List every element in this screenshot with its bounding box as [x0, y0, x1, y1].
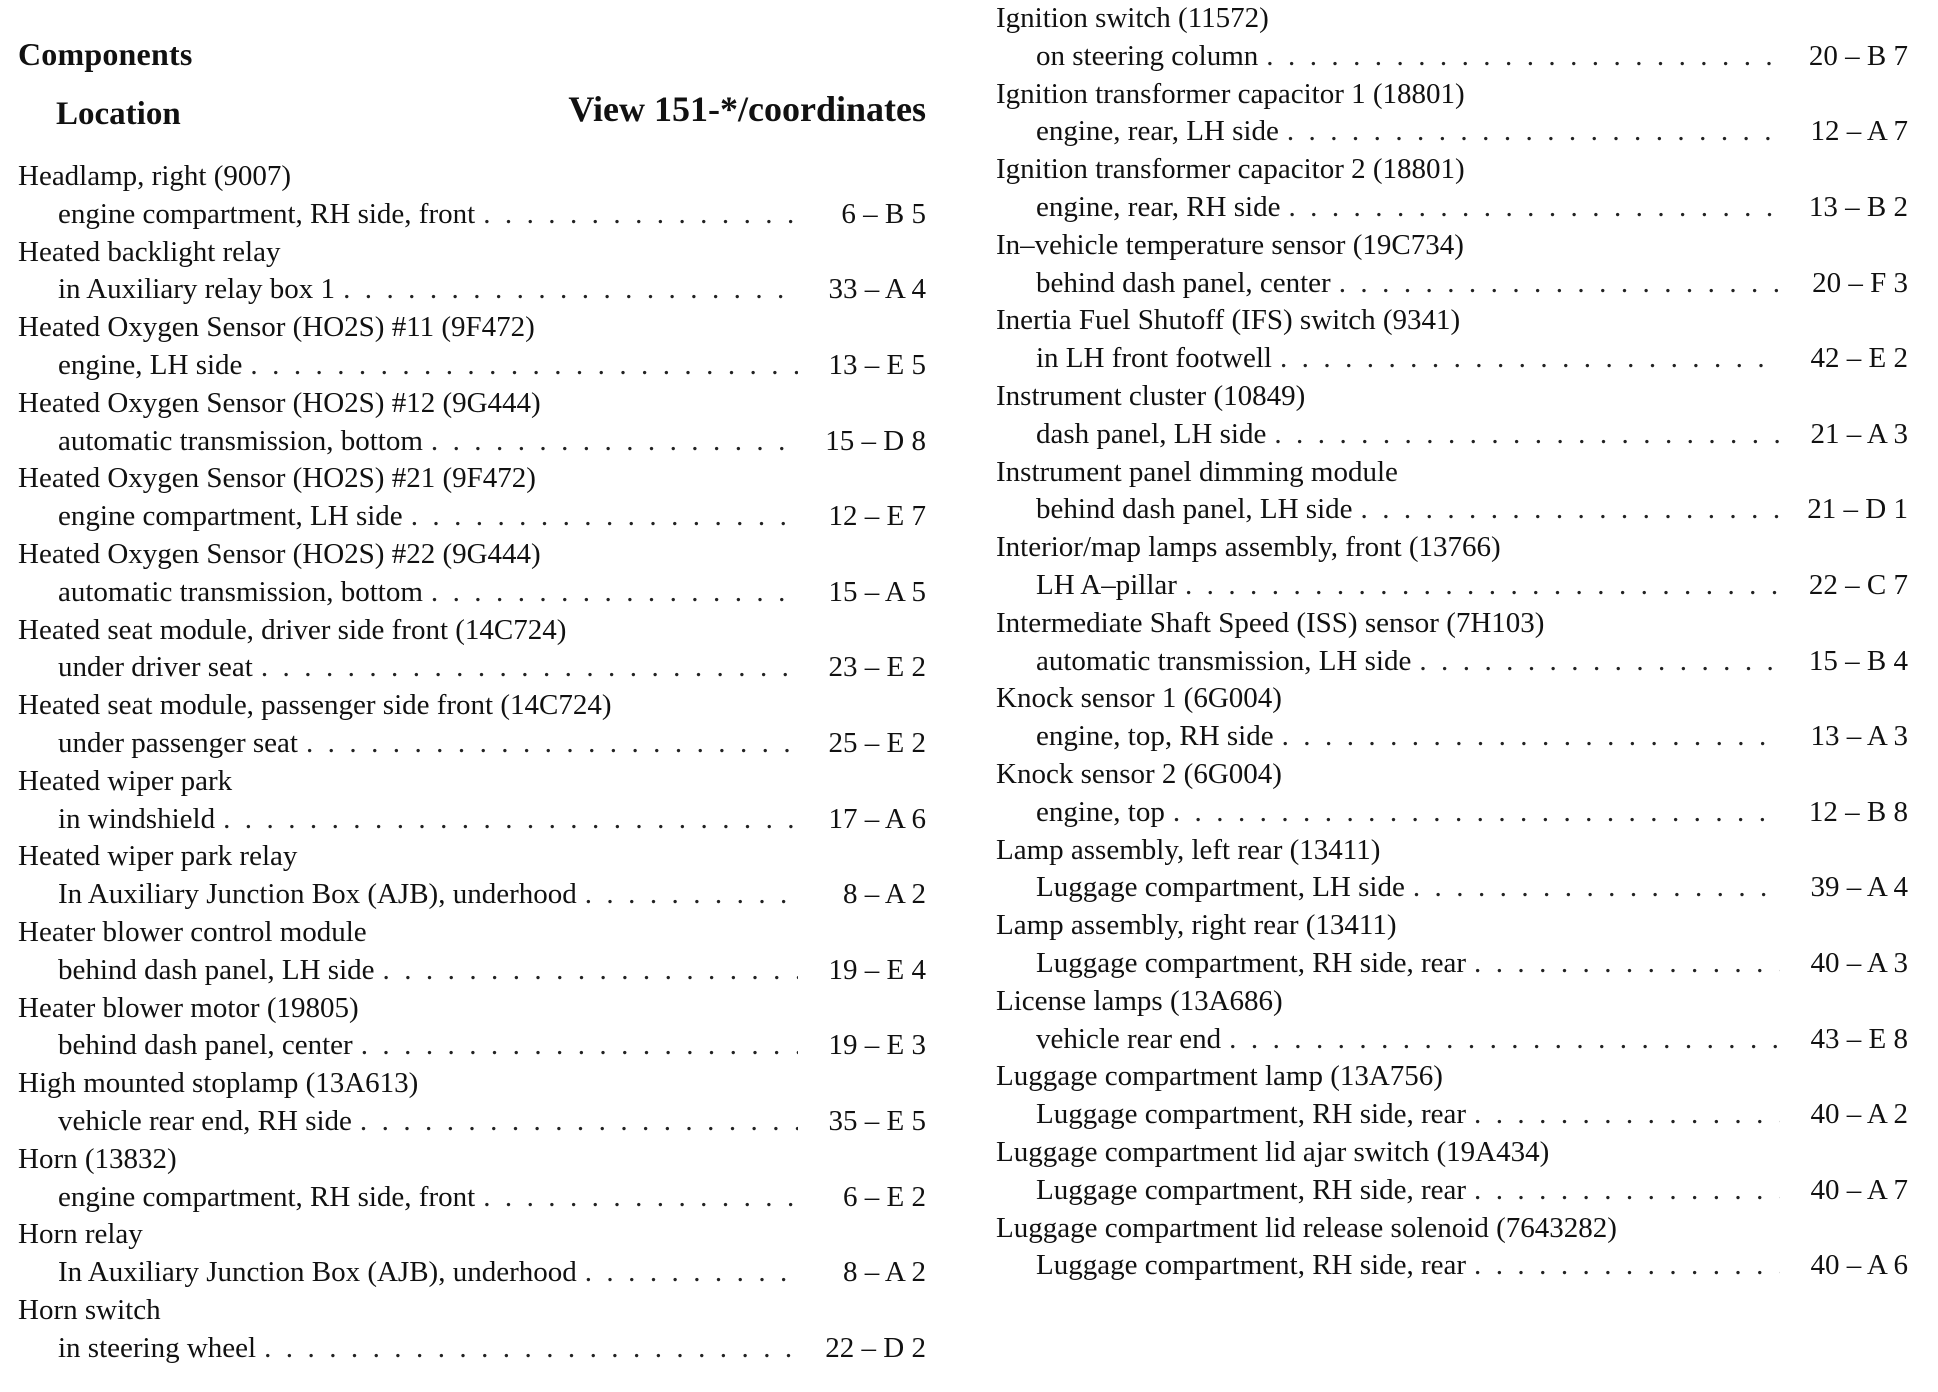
component-location-row	[18, 801, 926, 839]
component-name: Heated backlight relay	[18, 235, 281, 268]
view-coordinate: 22 – C 7	[1808, 568, 1908, 601]
component-entry	[996, 529, 1908, 605]
dot-leader	[483, 196, 798, 234]
component-entry	[996, 76, 1908, 152]
component-location: engine compartment, RH side, front	[58, 197, 476, 230]
view-coordinate: 12 – E 7	[828, 500, 926, 533]
component-name: Horn relay	[18, 1218, 143, 1251]
component-location: engine, rear, RH side	[1036, 190, 1281, 223]
component-entry	[996, 378, 1908, 454]
component-name: Ignition transformer capacitor 1 (18801)	[996, 77, 1465, 110]
left-entry-list	[18, 158, 926, 1368]
component-entry	[996, 454, 1908, 530]
view-coordinate: 22 – D 2	[825, 1331, 926, 1364]
component-entry	[18, 1292, 926, 1368]
component-location-row	[996, 340, 1908, 378]
section-title: Components	[18, 36, 193, 72]
component-name: Ignition switch (11572)	[996, 2, 1269, 34]
component-name: Luggage compartment lid ajar switch (19A434)	[996, 1135, 1550, 1168]
view-coordinate: 20 – F 3	[1812, 266, 1908, 299]
component-entry	[996, 1058, 1908, 1134]
component-location: under passenger seat	[58, 726, 298, 759]
view-coordinate: 13 – B 2	[1808, 190, 1908, 223]
component-name: Heated Oxygen Sensor (HO2S) #12 (9G444)	[18, 386, 541, 419]
component-location-row	[18, 649, 926, 687]
component-location: In Auxiliary Junction Box (AJB), underhood	[58, 878, 577, 911]
dot-leader	[585, 876, 798, 914]
component-name: Luggage compartment lid release solenoid (7643282)	[996, 1211, 1617, 1244]
component-location-row	[18, 423, 926, 461]
component-entry	[18, 158, 926, 234]
component-location-row	[18, 271, 926, 309]
dot-leader	[585, 1254, 798, 1292]
dot-leader	[1474, 1096, 1780, 1134]
component-location-row	[996, 1172, 1908, 1210]
view-coordinate: 35 – E 5	[828, 1104, 926, 1137]
component-location: engine compartment, RH side, front	[58, 1180, 476, 1213]
view-coordinate: 15 – D 8	[825, 424, 926, 457]
component-entry	[18, 612, 926, 688]
component-location-row	[996, 113, 1908, 151]
view-coordinate: 25 – E 2	[828, 726, 926, 759]
dot-leader	[1474, 945, 1780, 983]
view-coordinate: 33 – A 4	[828, 273, 926, 306]
component-name: Ignition transformer capacitor 2 (18801)	[996, 153, 1465, 186]
view-coordinate: 43 – E 8	[1810, 1022, 1908, 1055]
dot-leader	[1280, 340, 1780, 378]
component-location-row	[996, 1096, 1908, 1134]
component-name: Horn switch	[18, 1293, 161, 1326]
view-coordinate: 40 – A 2	[1810, 1098, 1908, 1131]
component-location-row	[996, 1247, 1908, 1285]
component-name: Knock sensor 2 (6G004)	[996, 757, 1282, 790]
component-location: behind dash panel, center	[58, 1029, 353, 1062]
component-location: automatic transmission, LH side	[1036, 644, 1412, 677]
component-name: Heater blower control module	[18, 915, 367, 948]
component-location-row	[996, 567, 1908, 605]
view-coordinate: 17 – A 6	[828, 802, 926, 835]
dot-leader	[1266, 38, 1780, 76]
component-location-row	[996, 643, 1908, 681]
component-location: LH A–pillar	[1036, 568, 1177, 601]
component-location: behind dash panel, LH side	[1036, 493, 1353, 526]
component-entry	[996, 1210, 1908, 1286]
component-name: High mounted stoplamp (13A613)	[18, 1067, 419, 1100]
component-location: engine, LH side	[58, 348, 243, 381]
component-location-row	[996, 718, 1908, 756]
view-coordinate: 20 – B 7	[1808, 39, 1908, 72]
dot-leader	[1274, 416, 1780, 454]
right-entry-list	[996, 0, 1908, 1285]
component-location: engine, top, RH side	[1036, 720, 1274, 753]
component-location: in Auxiliary relay box 1	[58, 273, 336, 306]
component-location: Luggage compartment, RH side, rear	[1036, 1249, 1467, 1282]
location-column-heading: Location	[56, 96, 181, 132]
component-location: Luggage compartment, RH side, rear	[1036, 1173, 1467, 1206]
component-location-row	[18, 876, 926, 914]
component-location-row	[996, 1021, 1908, 1059]
dot-leader	[483, 1179, 798, 1217]
component-location: engine compartment, LH side	[58, 500, 403, 533]
component-location-row	[996, 189, 1908, 227]
component-location-row	[18, 196, 926, 234]
component-location-row	[18, 498, 926, 536]
component-location-row	[18, 574, 926, 612]
view-coordinate: 15 – B 4	[1808, 644, 1908, 677]
component-name: Intermediate Shaft Speed (ISS) sensor (7H103)	[996, 606, 1545, 639]
component-location-row	[18, 347, 926, 385]
component-entry	[18, 763, 926, 839]
component-location-row	[18, 1103, 926, 1141]
component-entry	[18, 309, 926, 385]
component-entry	[996, 0, 1908, 76]
component-entry	[18, 1065, 926, 1141]
dot-leader	[383, 952, 798, 990]
dot-leader	[264, 1330, 798, 1368]
component-name: Horn (13832)	[18, 1142, 177, 1175]
component-location: in LH front footwell	[1036, 342, 1272, 375]
view-coordinate: 6 – E 2	[843, 1180, 926, 1213]
component-location-row	[18, 952, 926, 990]
component-location: under driver seat	[58, 651, 253, 684]
component-name: Instrument cluster (10849)	[996, 379, 1306, 412]
component-location: Luggage compartment, LH side	[1036, 871, 1405, 904]
component-entry	[996, 1134, 1908, 1210]
view-coordinate: 19 – E 3	[828, 1029, 926, 1062]
component-name: Heated Oxygen Sensor (HO2S) #11 (9F472)	[18, 311, 535, 344]
component-location-row	[18, 725, 926, 763]
view-coordinate: 13 – A 3	[1810, 720, 1908, 753]
component-name: Heated wiper park relay	[18, 840, 298, 873]
component-location: dash panel, LH side	[1036, 417, 1267, 450]
component-name: Knock sensor 1 (6G004)	[996, 682, 1282, 715]
view-coordinate: 12 – A 7	[1810, 115, 1908, 148]
component-location: In Auxiliary Junction Box (AJB), underhood	[58, 1256, 577, 1289]
component-name: License lamps (13A686)	[996, 984, 1283, 1017]
component-entry	[18, 687, 926, 763]
component-location: behind dash panel, LH side	[58, 953, 375, 986]
component-location-row	[996, 491, 1908, 529]
component-entry	[996, 983, 1908, 1059]
component-name: Interior/map lamps assembly, front (13766)	[996, 531, 1501, 564]
component-location: automatic transmission, bottom	[58, 424, 423, 457]
component-entry	[996, 832, 1908, 908]
component-location-row	[996, 265, 1908, 303]
dot-leader	[361, 1027, 798, 1065]
view-coordinate: 39 – A 4	[1810, 871, 1908, 904]
component-entry	[996, 756, 1908, 832]
component-location-row	[18, 1179, 926, 1217]
component-name: In–vehicle temperature sensor (19C734)	[996, 228, 1464, 261]
component-entry	[18, 1216, 926, 1292]
component-entry	[996, 151, 1908, 227]
component-entry	[996, 680, 1908, 756]
component-location: Luggage compartment, RH side, rear	[1036, 1098, 1467, 1131]
component-location: behind dash panel, center	[1036, 266, 1331, 299]
dot-leader	[250, 347, 798, 385]
dot-leader	[306, 725, 798, 763]
dot-leader	[1413, 869, 1780, 907]
component-name: Lamp assembly, left rear (13411)	[996, 833, 1381, 866]
dot-leader	[1474, 1247, 1780, 1285]
component-location-row	[996, 869, 1908, 907]
component-name: Luggage compartment lamp (13A756)	[996, 1060, 1443, 1093]
view-coordinate: 8 – A 2	[843, 878, 926, 911]
component-entry	[18, 460, 926, 536]
view-coordinate: 42 – E 2	[1810, 342, 1908, 375]
dot-leader	[1288, 189, 1780, 227]
view-coordinate: 40 – A 6	[1810, 1249, 1908, 1282]
component-location-row	[18, 1254, 926, 1292]
dot-leader	[261, 649, 798, 687]
dot-leader	[411, 498, 798, 536]
component-location: vehicle rear end, RH side	[58, 1104, 352, 1137]
component-name: Heated seat module, driver side front (14C724)	[18, 613, 567, 646]
view-coordinates-heading: View 151-*/coordinates	[568, 89, 926, 129]
view-coordinate: 21 – A 3	[1810, 417, 1908, 450]
dot-leader	[1173, 794, 1780, 832]
component-location: engine, top	[1036, 795, 1165, 828]
view-coordinate: 21 – D 1	[1807, 493, 1908, 526]
dot-leader	[360, 1103, 798, 1141]
component-location-row	[996, 38, 1908, 76]
view-coordinate: 40 – A 3	[1810, 946, 1908, 979]
component-location: Luggage compartment, RH side, rear	[1036, 946, 1467, 979]
view-coordinate: 6 – B 5	[841, 197, 926, 230]
component-location-row	[996, 794, 1908, 832]
component-name: Heated wiper park	[18, 764, 233, 797]
view-coordinate: 8 – A 2	[843, 1256, 926, 1289]
dot-leader	[223, 801, 798, 839]
view-coordinate: 40 – A 7	[1810, 1173, 1908, 1206]
dot-leader	[1282, 718, 1780, 756]
component-entry	[18, 914, 926, 990]
component-entry	[18, 234, 926, 310]
dot-leader	[1185, 567, 1780, 605]
view-coordinate: 19 – E 4	[828, 953, 926, 986]
component-entry	[18, 536, 926, 612]
dot-leader	[1229, 1021, 1780, 1059]
component-entry	[996, 605, 1908, 681]
component-location: on steering column	[1036, 39, 1259, 72]
component-location: in steering wheel	[58, 1331, 257, 1364]
component-name: Heated Oxygen Sensor (HO2S) #22 (9G444)	[18, 537, 541, 570]
component-entry	[996, 302, 1908, 378]
component-name: Instrument panel dimming module	[996, 455, 1398, 488]
component-name: Headlamp, right (9007)	[18, 160, 292, 192]
component-location-row	[18, 1027, 926, 1065]
component-entry	[996, 907, 1908, 983]
component-location: engine, rear, LH side	[1036, 115, 1279, 148]
component-location: in windshield	[58, 802, 216, 835]
view-coordinate: 15 – A 5	[828, 575, 926, 608]
component-entry	[18, 1141, 926, 1217]
component-entry	[18, 838, 926, 914]
dot-leader	[1474, 1172, 1780, 1210]
dot-leader	[1339, 265, 1780, 303]
component-entry	[18, 385, 926, 461]
dot-leader	[431, 574, 798, 612]
view-coordinate: 13 – E 5	[828, 348, 926, 381]
component-name: Heater blower motor (19805)	[18, 991, 359, 1024]
component-location-row	[18, 1330, 926, 1368]
dot-leader	[343, 271, 798, 309]
component-name: Heated Oxygen Sensor (HO2S) #21 (9F472)	[18, 462, 536, 495]
dot-leader	[431, 423, 798, 461]
component-location: vehicle rear end	[1036, 1022, 1222, 1055]
component-entry	[18, 990, 926, 1066]
component-location: automatic transmission, bottom	[58, 575, 423, 608]
component-entry	[996, 227, 1908, 303]
dot-leader	[1287, 113, 1780, 151]
view-coordinate: 23 – E 2	[828, 651, 926, 684]
component-name: Heated seat module, passenger side front (14C724)	[18, 689, 612, 722]
component-name: Inertia Fuel Shutoff (IFS) switch (9341)	[996, 304, 1461, 337]
dot-leader	[1361, 491, 1780, 529]
dot-leader	[1419, 643, 1780, 681]
component-name: Lamp assembly, right rear (13411)	[996, 909, 1397, 942]
component-location-row	[996, 945, 1908, 983]
view-coordinate: 12 – B 8	[1808, 795, 1908, 828]
component-location-row	[996, 416, 1908, 454]
